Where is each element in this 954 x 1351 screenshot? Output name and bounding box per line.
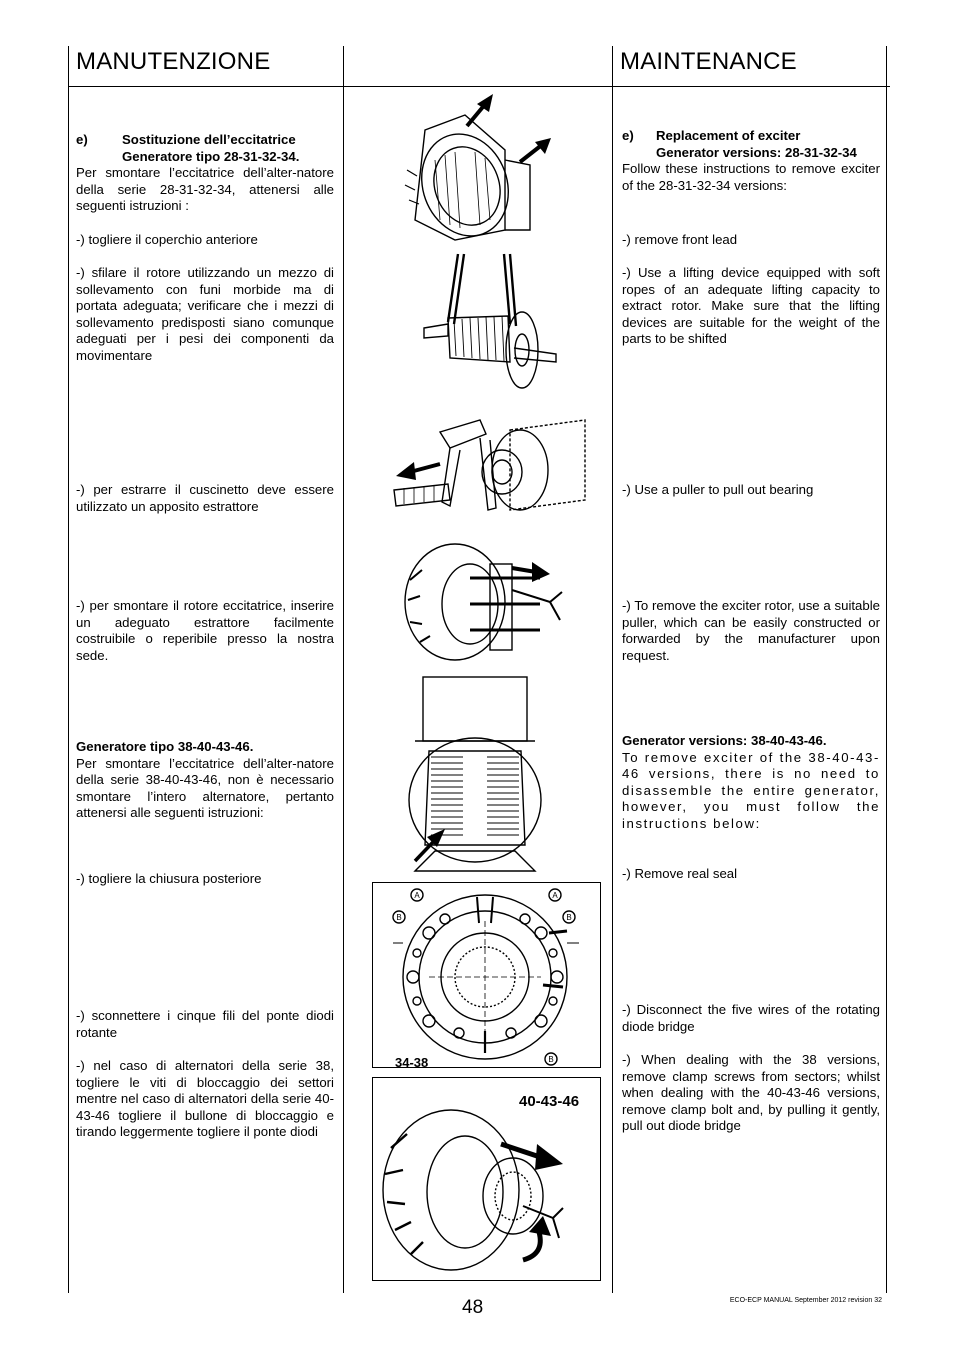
diode-label-small: 34-38: [395, 1055, 429, 1067]
frame-line-center-right: [612, 46, 613, 1293]
it-section-heading: [76, 132, 334, 215]
it-section2-intro: Per smontare l’eccitatrice dell’alter-natore della serie 38-40-43-46, non è necessario smontare l’intero alternatore, pertanto attenersi alle seguenti istruzioni:: [76, 755, 334, 821]
header-divider: [68, 86, 890, 87]
en-section2: [622, 733, 880, 833]
frame-line-left: [68, 46, 69, 1293]
bearing-puller-illustration: [390, 410, 590, 535]
en-step-front-cover: -) remove front lead: [622, 232, 738, 247]
it-section-letter: e): [76, 132, 88, 147]
en-section2-title: Generator versions: 38-40-43-46.: [622, 733, 827, 748]
diode-bridge-figure-large: [372, 1077, 601, 1281]
en-step-screws: -) When dealing with the 38 versions, remove clamp screws from sectors; whilst when dealing with the 40-43-46 versions, remove clamp bolt and, by pulling it gently, pull out diode bridge: [622, 1052, 880, 1134]
it-step-rotor: -) sfilare il rotore utilizzando un mezzo di sollevamento con funi morbide ma di portata adeguata; verificare che i mezzi di sollevamento predisposti siano comunque adeguati per i pesi dei componenti da movimentare: [76, 265, 334, 363]
rotor-lifting-illustration: [418, 252, 558, 402]
manual-revision-note: ECO-ECP MANUAL September 2012 revision 32: [729, 1297, 882, 1304]
en-section-title-row: [622, 128, 880, 145]
left-column-title: MANUTENZIONE: [76, 48, 271, 75]
generator-rear-illustration: [405, 675, 545, 875]
diode-bridge-small-illustration: [373, 883, 600, 1067]
it-step-exciter-rotor: -) per smontare il rotore eccitatrice, inserire un adeguato estrattore facilmente costruibile o reperibile presso la nostra sede.: [76, 598, 334, 663]
en-section-heading: [622, 128, 880, 194]
it-section2: [76, 739, 334, 822]
en-section-title: Replacement of exciter: [656, 128, 801, 143]
it-section-subtitle: Generatore tipo 28-31-32-34.: [122, 148, 300, 164]
marker-b-right: B: [566, 913, 572, 922]
it-step-bearing: -) per estrarre il cuscinetto deve essere utilizzato un apposito estrattore: [76, 482, 334, 514]
it-section-title-row: [76, 132, 334, 149]
right-column-title: MAINTENANCE: [620, 48, 797, 75]
en-step-exciter-rotor: -) To remove the exciter rotor, use a suitable puller, which can be easily constructed or forwarded by the manufacturer upon request.: [622, 598, 880, 663]
marker-a-right: A: [552, 891, 558, 900]
en-intro: Follow these instructions to remove exciter of the 28-31-32-34 versions:: [622, 161, 880, 193]
en-step-wires: -) Disconnect the five wires of the rotating diode bridge: [622, 1002, 880, 1034]
it-step-wires: -) sconnettere i cinque fili del ponte diodi rotante: [76, 1008, 334, 1040]
front-cover-illustration: [395, 90, 565, 250]
en-section2-intro: To remove exciter of the 38-40-43-46 versions, there is no need to disassemble the entire generator, however, you must follow the instructions below:: [622, 749, 880, 831]
it-section-title: Sostituzione dell’eccitatrice: [122, 132, 296, 147]
en-step-bearing: -) Use a puller to pull out bearing: [622, 482, 814, 497]
marker-b-bottom: B: [548, 1055, 554, 1064]
it-section2-title: Generatore tipo 38-40-43-46.: [76, 739, 254, 754]
it-step-rear-cover: -) togliere la chiusura posteriore: [76, 871, 262, 886]
diode-bridge-figure-small: [372, 882, 601, 1068]
marker-b-left: B: [396, 913, 402, 922]
frame-line-center-left: [343, 46, 344, 1293]
frame-line-right: [886, 46, 887, 1293]
diode-label-large: 40-43-46: [519, 1093, 580, 1110]
marker-a-left: A: [414, 891, 420, 900]
en-step-rear-cover: -) Remove real seal: [622, 866, 738, 881]
page-number: 48: [462, 1297, 484, 1318]
en-section-letter: e): [622, 128, 634, 143]
en-section-subtitle: Generator versions: 28-31-32-34: [656, 144, 857, 160]
it-step-front-cover: -) togliere il coperchio anteriore: [76, 232, 258, 247]
exciter-puller-illustration: [400, 540, 575, 665]
it-intro: Per smontare l’eccitatrice dell’alter-natore della serie 28-31-32-34, attenersi alle seguenti istruzioni :: [76, 165, 334, 214]
it-step-screws: -) nel caso di alternatori della serie 38, togliere le viti di bloccaggio dei settori mentre nel caso di alternatori della serie 40-43-46 togliere il bullone di bloccaggio e tirando leggermente togliere il ponte diodi: [76, 1058, 334, 1140]
en-step-rotor: -) Use a lifting device equipped with soft ropes of an adequate lifting capacity to extract rotor. Make sure that the lifting devices are suitable for the weight of the parts to be shifted: [622, 265, 880, 347]
diode-bridge-large-illustration: [373, 1078, 600, 1280]
